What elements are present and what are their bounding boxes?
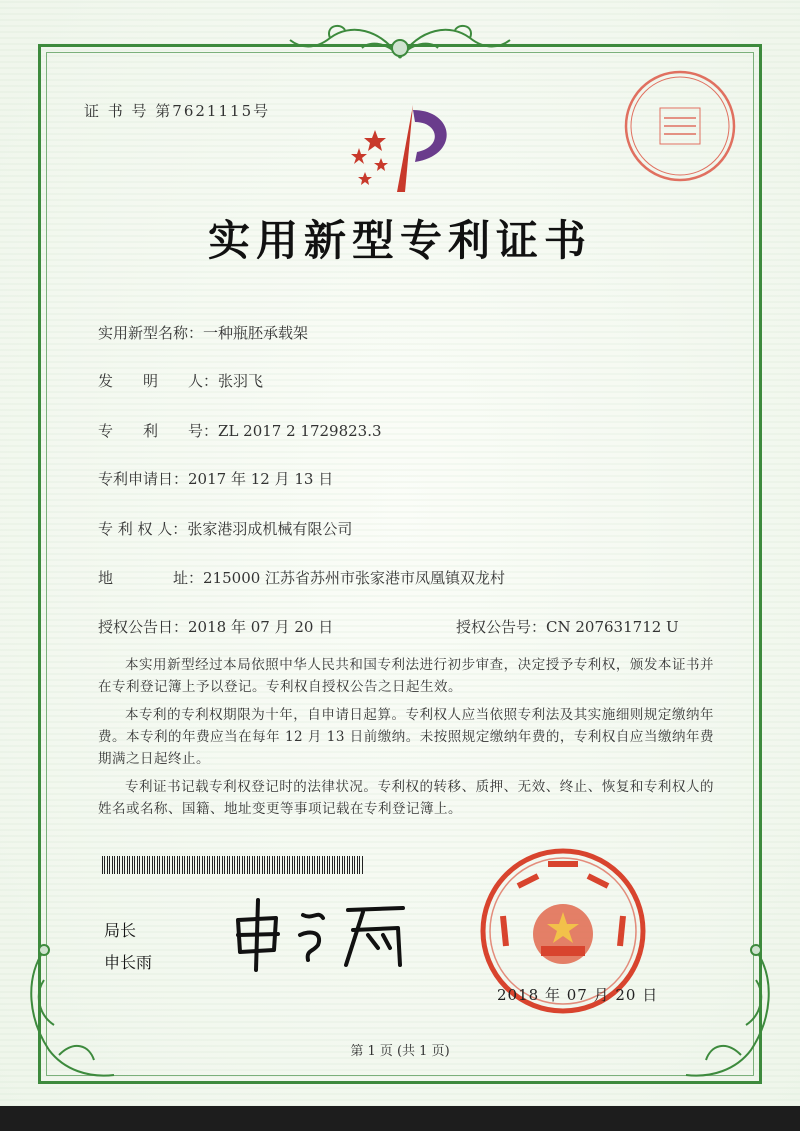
field-label: 专利申请日： [98, 470, 189, 488]
seal-date: 2018 年 07 月 20 日 [497, 986, 659, 1004]
field-grant-date [98, 616, 333, 637]
patent-office-logo-icon [335, 100, 465, 195]
bottom-right-ornament-icon [676, 940, 786, 1090]
field-patent-number [98, 420, 382, 441]
field-label: 专 利 号： [98, 422, 219, 440]
handwritten-signature-icon [228, 890, 418, 975]
field-value: 一种瓶胚承载架 [203, 324, 309, 342]
field-label: 发 明 人： [98, 372, 219, 390]
field-label: 专 利 权 人： [98, 520, 188, 538]
field-value: 张家港羽成机械有限公司 [187, 520, 353, 538]
field-grant-number [456, 616, 679, 637]
field-label: 实用新型名称： [98, 324, 204, 342]
signer-title: 局长 [104, 921, 137, 940]
barcode [102, 856, 364, 874]
field-filing-date [98, 468, 333, 489]
field-label: 授权公告号： [456, 618, 547, 636]
signer-name: 申长雨 [104, 953, 153, 972]
certificate-title: 实用新型专利证书 [207, 216, 592, 265]
top-ornament-icon [270, 18, 530, 66]
field-label: 地 址： [98, 569, 204, 587]
field-inventor [98, 370, 263, 391]
body-paragraph-2: 本专利的专利权期限为十年，自申请日起算。专利权人应当依照专利法及其实施细则规定缴纳年费。本专利的年费应当在每年 12 月 13 日前缴纳。未按照规定缴纳年费的，专利权自应当缴纳年费期满之日起终止。 [98, 707, 714, 767]
field-patentee [98, 518, 352, 539]
body-paragraph-1: 本实用新型经过本局依照中华人民共和国专利法进行初步审查，决定授予专利权，颁发本证书并在专利登记簿上予以登记。专利权自授权公告之日起生效。 [98, 657, 714, 695]
field-label: 授权公告日： [98, 618, 189, 636]
field-value: 2018 年 07 月 20 日 [188, 618, 334, 636]
field-value: 215000 江苏省苏州市张家港市凤凰镇双龙村 [203, 569, 506, 587]
agency-seal-icon [620, 66, 740, 186]
page-number: 第 1 页 (共 1 页) [350, 1044, 450, 1059]
field-value: 张羽飞 [218, 372, 264, 390]
field-value: 2017 年 12 月 13 日 [188, 470, 334, 488]
body-paragraph-3: 专利证书记载专利权登记时的法律状况。专利权的转移、质押、无效、终止、恢复和专利权人的姓名或名称、国籍、地址变更等事项记载在专利登记簿上。 [98, 779, 714, 817]
certificate-number: 证 书 号 第7621115号 [84, 102, 271, 120]
field-value: CN 207631712 U [546, 618, 679, 636]
field-address [98, 567, 505, 588]
field-value: ZL 2017 2 1729823.3 [218, 422, 382, 440]
certificate-body [98, 654, 714, 826]
scan-edge-bar [0, 1106, 800, 1131]
field-utility-model-name [98, 322, 308, 343]
